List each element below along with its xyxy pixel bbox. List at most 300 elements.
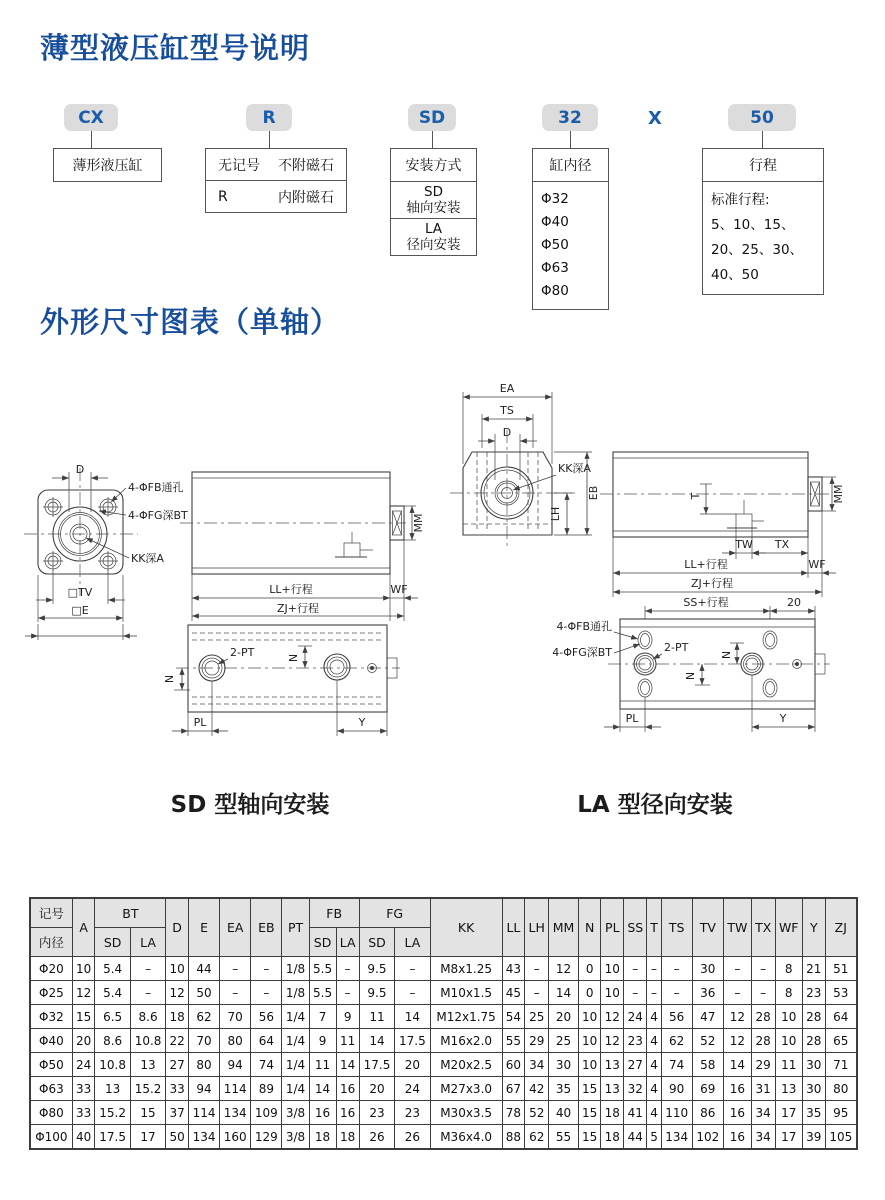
value-cell: 3/8 [282, 1125, 309, 1150]
mounting-la-label: 径向安装 [406, 237, 461, 253]
value-cell: 16 [336, 1077, 359, 1101]
sd-dim-y: Y [358, 716, 366, 729]
value-cell: 1/4 [282, 1029, 309, 1053]
value-cell: 62 [661, 1029, 692, 1053]
col-header-EA: EA [220, 898, 251, 957]
mounting-option-sd [391, 182, 476, 219]
value-cell: – [624, 981, 647, 1005]
value-cell: 86 [692, 1101, 723, 1125]
sd-front-view [24, 463, 188, 640]
value-cell: 8 [775, 981, 802, 1005]
value-cell: 56 [661, 1005, 692, 1029]
value-cell: 10.8 [95, 1053, 130, 1077]
value-cell: 13 [95, 1077, 130, 1101]
value-cell: 13 [775, 1077, 802, 1101]
value-cell: 18 [336, 1125, 359, 1150]
bore-cell: Φ32 [30, 1005, 72, 1029]
value-cell: 14 [549, 981, 579, 1005]
col-header-FG: FG [359, 898, 430, 928]
value-cell: 110 [661, 1101, 692, 1125]
value-cell: – [251, 981, 282, 1005]
value-cell: M27x3.0 [430, 1077, 502, 1101]
value-cell: 24 [624, 1005, 647, 1029]
value-cell: 11 [359, 1005, 394, 1029]
value-cell: 16 [336, 1101, 359, 1125]
value-cell: – [723, 957, 751, 981]
stroke-header: 行程 [703, 149, 823, 182]
connector-50 [762, 131, 763, 148]
value-cell: 17 [130, 1125, 165, 1150]
la-dim-n1: N [684, 671, 697, 681]
value-cell: 33 [72, 1077, 95, 1101]
value-cell: 88 [502, 1125, 525, 1150]
subcol-header-FG-LA: LA [395, 928, 430, 957]
col-header-BT: BT [95, 898, 166, 928]
value-cell: 9 [309, 1029, 336, 1053]
value-cell: 32 [624, 1077, 647, 1101]
la-dim-lh: LH [549, 506, 562, 522]
value-cell: 0 [578, 981, 601, 1005]
bore-header: 缸内径 [533, 149, 608, 182]
value-cell: – [336, 981, 359, 1005]
table-row [30, 957, 857, 981]
value-cell: 40 [549, 1101, 579, 1125]
value-cell: 23 [802, 981, 825, 1005]
value-cell: 15.2 [95, 1101, 130, 1125]
col-header-记号: 记号 [30, 898, 72, 928]
la-dim-tx: TX [774, 538, 790, 551]
value-cell: 52 [692, 1029, 723, 1053]
value-cell: M36x4.0 [430, 1125, 502, 1150]
value-cell: 12 [72, 981, 95, 1005]
value-cell: 17.5 [395, 1029, 430, 1053]
value-cell: 62 [525, 1125, 549, 1150]
stroke-line: 5、10、15、 [711, 217, 795, 233]
sd-mounting-caption: SD 型轴向安装 [170, 792, 330, 818]
value-cell: 105 [825, 1125, 857, 1150]
col-header-KK: KK [430, 898, 502, 957]
value-cell: 89 [251, 1077, 282, 1101]
value-cell: 14 [395, 1005, 430, 1029]
code-chip-r: R [246, 104, 292, 131]
value-cell: 29 [525, 1029, 549, 1053]
value-cell: – [525, 981, 549, 1005]
magnet-r-val: 内附磁石 [278, 189, 334, 206]
value-cell: – [751, 957, 775, 981]
sd-dim-wf: WF [390, 583, 408, 596]
value-cell: – [723, 981, 751, 1005]
value-cell: 64 [251, 1029, 282, 1053]
sd-dim-e: □E [71, 604, 89, 617]
value-cell: 54 [502, 1005, 525, 1029]
col-header-MM: MM [549, 898, 579, 957]
connector-cx [91, 131, 92, 148]
value-cell: 10 [72, 957, 95, 981]
bore-cell: Φ20 [30, 957, 72, 981]
sd-dim-d: D [75, 463, 85, 476]
value-cell: 20 [549, 1005, 579, 1029]
col-header-N: N [578, 898, 601, 957]
dims-tbody [30, 957, 857, 1150]
mounting-option-la [391, 219, 476, 255]
value-cell: 23 [359, 1101, 394, 1125]
value-cell: 74 [661, 1053, 692, 1077]
value-cell: 11 [309, 1053, 336, 1077]
value-cell: 33 [166, 1077, 189, 1101]
dimension-section-title: 外形尺寸图表（单轴） [40, 305, 341, 339]
value-cell: 134 [220, 1101, 251, 1125]
desc-box-bore [532, 148, 609, 310]
value-cell: 70 [220, 1005, 251, 1029]
value-cell: 44 [188, 957, 219, 981]
sd-dim-mm: MM [412, 513, 425, 533]
la-dim-mm: MM [832, 484, 845, 504]
value-cell: 47 [692, 1005, 723, 1029]
value-cell: 4 [647, 1077, 661, 1101]
value-cell: M12x1.75 [430, 1005, 502, 1029]
bore-line: Φ80 [541, 283, 569, 299]
value-cell: 28 [802, 1005, 825, 1029]
la-dim-zj: ZJ+行程 [691, 577, 733, 590]
sd-dim-ll: LL+行程 [269, 583, 313, 596]
value-cell: 74 [251, 1053, 282, 1077]
table-row [30, 1125, 857, 1150]
sd-dim-n1: N [163, 674, 176, 684]
value-cell: 53 [825, 981, 857, 1005]
la-dim-ea: EA [499, 382, 515, 395]
sd-dim-n2: N [287, 653, 300, 663]
value-cell: 17.5 [95, 1125, 130, 1150]
code-chip-cx: CX [64, 104, 118, 131]
value-cell: 30 [692, 957, 723, 981]
value-cell: 34 [525, 1053, 549, 1077]
value-cell: 10 [578, 1053, 601, 1077]
col-header-PL: PL [601, 898, 624, 957]
col-header-TV: TV [692, 898, 723, 957]
value-cell: 10 [601, 957, 624, 981]
value-cell: 10 [578, 1005, 601, 1029]
subcol-header-FG-SD: SD [359, 928, 394, 957]
table-row [30, 1029, 857, 1053]
value-cell: 129 [251, 1125, 282, 1150]
sd-dim-tv: □TV [67, 586, 93, 599]
value-cell: 58 [692, 1053, 723, 1077]
col-header-LL: LL [502, 898, 525, 957]
value-cell: 35 [549, 1077, 579, 1101]
value-cell: 14 [309, 1077, 336, 1101]
la-callout-kk: KK深A [558, 462, 591, 475]
value-cell: 4 [647, 1005, 661, 1029]
value-cell: 18 [601, 1125, 624, 1150]
value-cell: 10 [578, 1029, 601, 1053]
table-row [30, 1005, 857, 1029]
value-cell: 67 [502, 1077, 525, 1101]
value-cell: 95 [825, 1101, 857, 1125]
value-cell: M8x1.25 [430, 957, 502, 981]
col-header-EB: EB [251, 898, 282, 957]
col-header-FB: FB [309, 898, 359, 928]
value-cell: 42 [525, 1077, 549, 1101]
mounting-la-code: LA [424, 221, 443, 237]
cx-desc-label: 薄形液压缸 [72, 158, 143, 174]
value-cell: 20 [395, 1053, 430, 1077]
value-cell: 4 [647, 1101, 661, 1125]
value-cell: 35 [802, 1101, 825, 1125]
bore-cell: Φ25 [30, 981, 72, 1005]
sd-dim-pl: PL [193, 716, 207, 729]
value-cell: 27 [166, 1053, 189, 1077]
code-chip-sd: SD [408, 104, 456, 131]
value-cell: 1/4 [282, 1077, 309, 1101]
value-cell: 15 [130, 1101, 165, 1125]
value-cell: 69 [692, 1077, 723, 1101]
dimensions-table [29, 897, 858, 1150]
col-header-SS: SS [624, 898, 647, 957]
value-cell: 7 [309, 1005, 336, 1029]
magnet-none-val: 不附磁石 [278, 157, 334, 174]
value-cell: 3/8 [282, 1101, 309, 1125]
value-cell: 39 [802, 1125, 825, 1150]
value-cell: 134 [188, 1125, 219, 1150]
value-cell: 94 [220, 1053, 251, 1077]
desc-box-mounting [390, 148, 477, 256]
value-cell: 50 [188, 981, 219, 1005]
value-cell: 30 [549, 1053, 579, 1077]
value-cell: 52 [525, 1101, 549, 1125]
value-cell: 1/8 [282, 957, 309, 981]
value-cell: 1/4 [282, 1005, 309, 1029]
value-cell: – [395, 981, 430, 1005]
value-cell: 12 [723, 1029, 751, 1053]
value-cell: 20 [72, 1029, 95, 1053]
value-cell: 44 [624, 1125, 647, 1150]
dimension-drawings [0, 372, 885, 742]
value-cell: M10x1.5 [430, 981, 502, 1005]
value-cell: 64 [825, 1005, 857, 1029]
value-cell: M20x2.5 [430, 1053, 502, 1077]
value-cell: – [130, 957, 165, 981]
col-header-WF: WF [775, 898, 802, 957]
stroke-options [703, 182, 823, 294]
sd-callout-pt: 2-PT [230, 646, 255, 659]
value-cell: 1/8 [282, 981, 309, 1005]
dims-thead [30, 898, 857, 957]
value-cell: 10 [601, 981, 624, 1005]
value-cell: – [624, 957, 647, 981]
la-dim-y: Y [779, 712, 787, 725]
value-cell: 28 [751, 1029, 775, 1053]
subcol-header-FB-LA: LA [336, 928, 359, 957]
stroke-line: 40、50 [711, 267, 759, 283]
la-dim-ss: SS+行程 [683, 596, 729, 609]
connector-sd [432, 131, 433, 148]
value-cell: – [647, 981, 661, 1005]
value-cell: – [395, 957, 430, 981]
magnet-r-key: R [218, 188, 228, 205]
value-cell: 45 [502, 981, 525, 1005]
value-cell: 18 [601, 1101, 624, 1125]
value-cell: 12 [601, 1029, 624, 1053]
value-cell: 1/4 [282, 1053, 309, 1077]
code-chip-50: 50 [728, 104, 796, 131]
value-cell: 30 [802, 1053, 825, 1077]
la-dim-n2: N [720, 650, 733, 660]
sd-callout-kk: KK深A [131, 552, 164, 565]
value-cell: 114 [188, 1101, 219, 1125]
value-cell: 18 [309, 1125, 336, 1150]
col-header-TW: TW [723, 898, 751, 957]
mounting-sd-label: 轴向安装 [406, 200, 461, 216]
la-dim-t: T [689, 492, 702, 500]
la-bottom-view [552, 595, 830, 732]
value-cell: – [751, 981, 775, 1005]
magnet-none-key: 无记号 [218, 157, 260, 174]
desc-box-magnet [205, 148, 347, 213]
value-cell: 160 [220, 1125, 251, 1150]
value-cell: 30 [802, 1077, 825, 1101]
col-header-D: D [166, 898, 189, 957]
value-cell: 26 [395, 1125, 430, 1150]
sd-callout-fg: 4-ΦFG深BT [128, 509, 188, 522]
value-cell: 17 [775, 1101, 802, 1125]
value-cell: 71 [825, 1053, 857, 1077]
value-cell: 34 [751, 1125, 775, 1150]
value-cell: 37 [166, 1101, 189, 1125]
mounting-sd-code: SD [424, 184, 443, 200]
col-header-A: A [72, 898, 95, 957]
stroke-line: 标准行程: [711, 192, 770, 208]
la-dim-eb: EB [587, 485, 600, 501]
bore-line: Φ50 Φ63 [541, 237, 569, 276]
value-cell: 15 [72, 1005, 95, 1029]
col-header-Y: Y [802, 898, 825, 957]
value-cell: 60 [502, 1053, 525, 1077]
bore-cell: Φ40 [30, 1029, 72, 1053]
value-cell: 0 [578, 957, 601, 981]
la-front-view [450, 382, 600, 550]
value-cell: 94 [188, 1077, 219, 1101]
bore-options [533, 182, 608, 309]
code-chip-32: 32 [542, 104, 598, 131]
value-cell: 20 [359, 1077, 394, 1101]
value-cell: 16 [723, 1101, 751, 1125]
subcol-header-BT-LA: LA [130, 928, 165, 957]
bore-line: Φ32 Φ40 [541, 191, 569, 230]
connector-r [269, 131, 270, 148]
value-cell: 12 [549, 957, 579, 981]
value-cell: 8.6 [95, 1029, 130, 1053]
value-cell: 17.5 [359, 1053, 394, 1077]
value-cell: – [130, 981, 165, 1005]
value-cell: 25 [525, 1005, 549, 1029]
sd-side-view [180, 472, 425, 621]
value-cell: 51 [825, 957, 857, 981]
sd-callout-fb: 4-ΦFB通孔 [128, 481, 184, 494]
col-header-内径: 内径 [30, 928, 72, 957]
value-cell: 12 [723, 1005, 751, 1029]
value-cell: 15 [578, 1077, 601, 1101]
value-cell: 29 [751, 1053, 775, 1077]
value-cell: 14 [359, 1029, 394, 1053]
value-cell: 9.5 [359, 957, 394, 981]
value-cell: 78 [502, 1101, 525, 1125]
value-cell: – [336, 957, 359, 981]
code-x-separator: X [648, 108, 662, 129]
bore-cell: Φ63 [30, 1077, 72, 1101]
value-cell: 13 [601, 1053, 624, 1077]
value-cell: 43 [502, 957, 525, 981]
value-cell: 55 [502, 1029, 525, 1053]
subcol-header-FB-SD: SD [309, 928, 336, 957]
value-cell: 9.5 [359, 981, 394, 1005]
value-cell: 80 [825, 1077, 857, 1101]
value-cell: 65 [825, 1029, 857, 1053]
value-cell: 41 [624, 1101, 647, 1125]
value-cell: – [220, 981, 251, 1005]
value-cell: 28 [802, 1029, 825, 1053]
value-cell: – [661, 981, 692, 1005]
value-cell: 102 [692, 1125, 723, 1150]
col-header-E: E [188, 898, 219, 957]
value-cell: 4 [647, 1029, 661, 1053]
magnet-row-r [206, 181, 346, 212]
value-cell: 5.5 [309, 957, 336, 981]
value-cell: 15.2 [130, 1077, 165, 1101]
mounting-header: 安装方式 [391, 149, 476, 182]
value-cell: 114 [220, 1077, 251, 1101]
la-callout-fb: 4-ΦFB通孔 [556, 620, 612, 633]
value-cell: 5.4 [95, 957, 130, 981]
value-cell: 80 [220, 1029, 251, 1053]
col-header-T: T [647, 898, 661, 957]
col-header-PT: PT [282, 898, 309, 957]
value-cell: 109 [251, 1101, 282, 1125]
value-cell: – [220, 957, 251, 981]
value-cell: M30x3.5 [430, 1101, 502, 1125]
value-cell: 21 [802, 957, 825, 981]
value-cell: 10 [775, 1005, 802, 1029]
value-cell: 16 [309, 1101, 336, 1125]
value-cell: – [525, 957, 549, 981]
value-cell: 27 [624, 1053, 647, 1077]
value-cell: M16x2.0 [430, 1029, 502, 1053]
value-cell: 12 [166, 981, 189, 1005]
la-callout-pt: 2-PT [664, 641, 689, 654]
value-cell: 13 [130, 1053, 165, 1077]
desc-box-cx [53, 148, 162, 182]
table-row [30, 981, 857, 1005]
value-cell: 24 [72, 1053, 95, 1077]
value-cell: 80 [188, 1053, 219, 1077]
table-row [30, 1077, 857, 1101]
la-dim-20: 20 [787, 596, 801, 609]
connector-32 [570, 131, 571, 148]
la-mounting-caption: LA 型径向安装 [577, 792, 733, 818]
value-cell: 16 [723, 1077, 751, 1101]
value-cell: 17 [775, 1125, 802, 1150]
value-cell: 8.6 [130, 1005, 165, 1029]
value-cell: 22 [166, 1029, 189, 1053]
value-cell: – [647, 957, 661, 981]
la-dim-wf: WF [808, 558, 826, 571]
value-cell: 16 [723, 1125, 751, 1150]
value-cell: 14 [723, 1053, 751, 1077]
value-cell: 28 [751, 1005, 775, 1029]
magnet-row-none [206, 149, 346, 181]
col-header-TX: TX [751, 898, 775, 957]
table-row [30, 1101, 857, 1125]
la-dim-ts: TS [500, 404, 514, 417]
